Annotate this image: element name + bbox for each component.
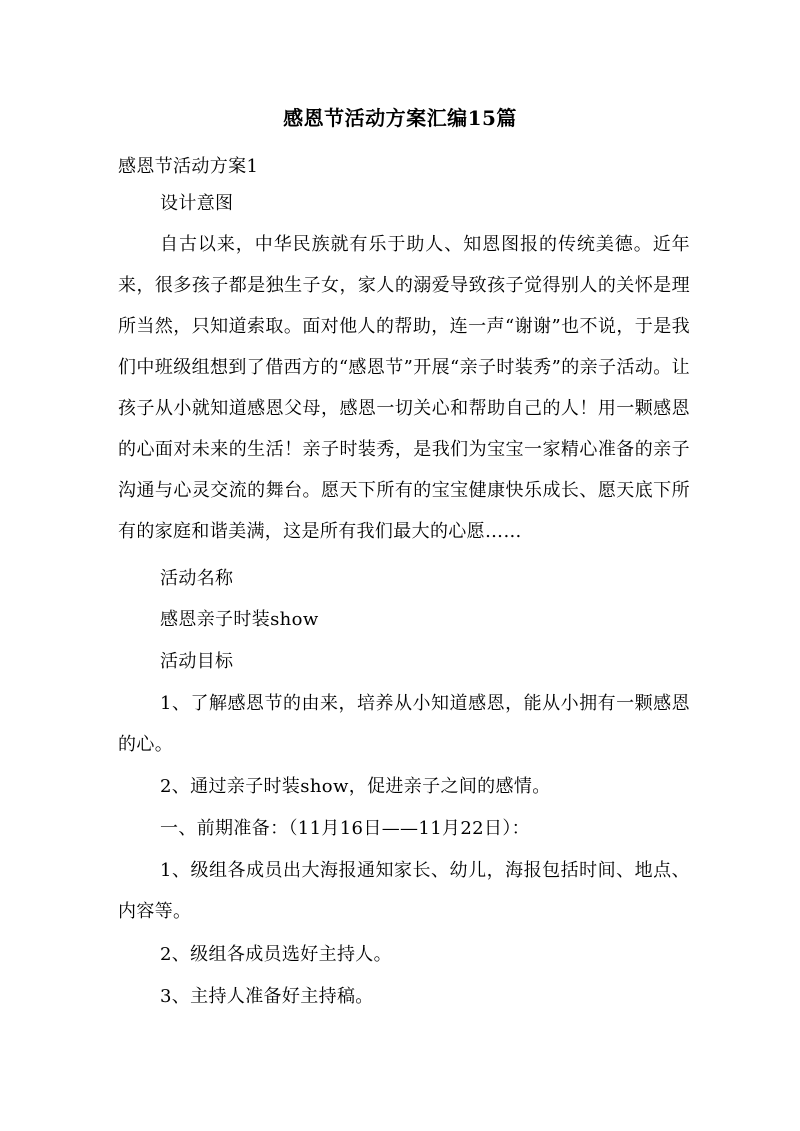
activity-goal-heading: 活动目标	[160, 651, 234, 672]
activity-name-heading: 活动名称	[160, 568, 234, 589]
design-intent-heading: 设计意图	[160, 193, 234, 214]
goal-item-1: 1、了解感恩节的由来，培养从小知道感恩，能从小拥有一颗感恩的心。	[118, 693, 690, 755]
preparation-item-3: 3、主持人准备好主持稿。	[160, 986, 374, 1007]
document-title: 感恩节活动方案汇编15篇	[283, 106, 517, 130]
design-intent-paragraph: 自古以来，中华民族就有乐于助人、知恩图报的传统美德。近年来，很多孩子都是独生子女，家人的溺爱导致孩子觉得别人的关怀是理所当然，只知道索取。面对他人的帮助，连一声“谢谢”也不说，于是我们中班级组想到了借西方的“感恩节”开展“亲子时装秀”的亲子活动。让孩子从小就知道感恩父母，感恩一切关心和帮助自己的人！用一颗感恩的心面对未来的生活！亲子时装秀，是我们为宝宝一家精心准备的亲子沟通与心灵交流的舞台。愿天下所有的宝宝健康快乐成长、愿天底下所有的家庭和谐美满，这是所有我们最大的心愿……	[118, 234, 690, 542]
preparation-item-2: 2、级组各成员选好主持人。	[160, 944, 393, 965]
preparation-item-1: 1、级组各成员出大海报通知家长、幼儿，海报包括时间、地点、内容等。	[118, 860, 690, 922]
preparation-heading: 一、前期准备：（11月16日——11月22日）：	[160, 818, 531, 839]
goal-item-2: 2、通过亲子时装show，促进亲子之间的感情。	[160, 776, 551, 797]
section-heading: 感恩节活动方案1	[118, 156, 259, 177]
activity-name: 感恩亲子时装show	[160, 609, 319, 630]
